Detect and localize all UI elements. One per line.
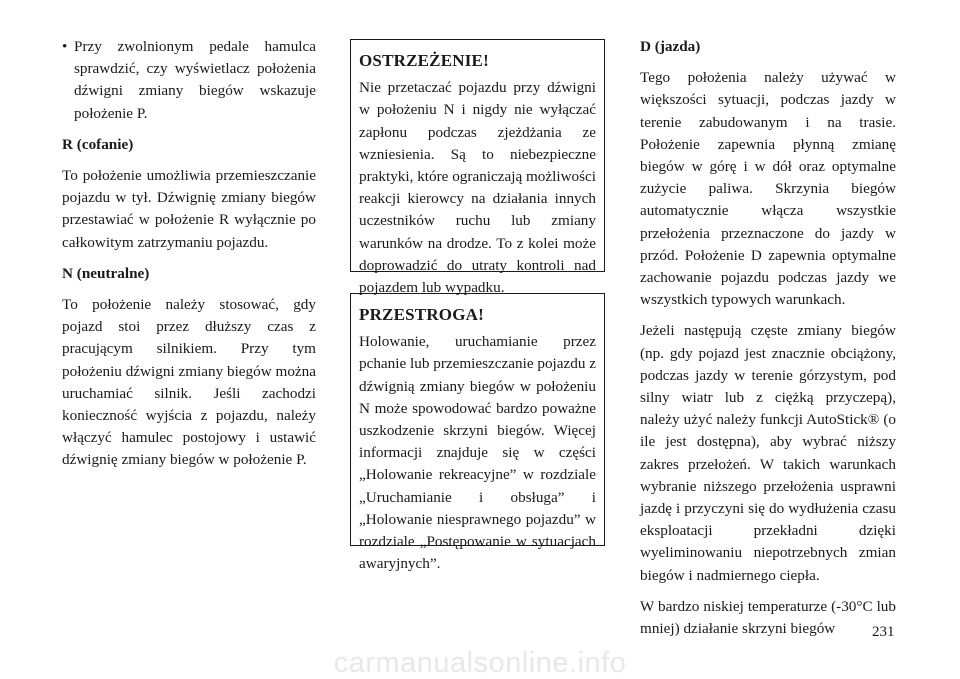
- caution-title: PRZESTROGA!: [359, 305, 484, 324]
- d-paragraph: Tego położenia należy używać w większości sytuacji, podczas jazdy w terenie zabudowanym i na trasie. Położenie zapewnia płynną zmianę biegów w górę i w dół oraz optymalne zużycie paliwa. Skrzynia biegów automatycznie włącza wszystkie przełożenia przeznaczone do jazdy w przód. Położenie D zapewnia optymalne zachowanie pojazdu podczas jazdy we wszystkich typowych warunkach.: [640, 69, 896, 309]
- left-column: [62, 36, 316, 481]
- right-column: [640, 36, 896, 649]
- caution-box: [350, 293, 605, 573]
- watermark: carmanualsonline.info: [333, 647, 627, 679]
- caution-text: Holowanie, uruchamianie przez pchanie lub przemieszczanie pojazdu z dźwignią zmiany biegów w położeniu N może spowodować bardzo poważne uszkodzenie skrzyni biegów. Więcej informacji znajduje się w części „Holowanie rekreacyjne” w rozdziale „Uruchamianie i obsługa” i „Holowanie niesprawnego pojazdu” w rozdziale „Postępowanie w sytuacjach awaryjnych”.: [359, 333, 596, 573]
- n-paragraph: To położenie należy stosować, gdy pojazd stoi przez dłuższy czas z pracującym silnikiem. Przy tym położeniu dźwigni zmiany biegów można uruchamiać silnik. Jeśli zachodzi konieczność wyjścia z pojazdu, należy włączyć hamulec postojowy i ustawić dźwignię zmiany biegów w położenie P.: [62, 296, 316, 469]
- autostick-paragraph: Jeżeli następują częste zmiany biegów (np. gdy pojazd jest znacznie obciążony, podczas jazdy w terenie górzystym, pod silny wiatr lub z ciężką przyczepą), należy użyć należy funkcji AutoStick® (o ile jest dostępna), aby wybrać niższy zakres przełożeń. W takich warunkach wybranie niższego przełożenia usprawni jazdę i przyczyni się do wydłużenia czasu eksploatacji przekładni dzięki wyeliminowaniu niepotrzebnych zmian biegów i nadmiernego ciepła.: [640, 322, 896, 584]
- temperature-paragraph: W bardzo niskiej temperaturze (-30°C lub mniej) działanie skrzyni biegów: [640, 597, 896, 638]
- warning-box: [350, 39, 605, 297]
- r-paragraph: To położenie umożliwia przemieszczanie pojazdu w tył. Dźwignię zmiany biegów przestawiać w położenie R wyłącznie po całkowitym zatrzymaniu pojazdu.: [62, 167, 316, 251]
- page-number: 231: [872, 624, 895, 640]
- n-heading: N (neutralne): [62, 264, 150, 282]
- d-heading: D (jazda): [640, 38, 701, 55]
- warning-title: OSTRZEŻENIE!: [359, 51, 489, 70]
- bullet-text: Przy zwolnionym pedale hamulca sprawdzić, czy wyświetlacz położenia dźwigni zmiany biegów wskazuje położenie P.: [74, 38, 316, 122]
- warning-text: Nie przetaczać pojazdu przy dźwigni w położeniu N i nigdy nie wyłączać zapłonu podczas zjeżdżania ze wzniesienia. Są to niebezpieczne praktyki, które ograniczają możliwości reakcji kierowcy na działania innych uczestników ruchu lub zmiany warunków na drodze. To z kolei może doprowadzić do utraty kontroli nad pojazdem lub wypadku.: [359, 79, 597, 297]
- bullet-item: [62, 36, 316, 125]
- r-heading: R (cofanie): [62, 135, 134, 153]
- bullet-dot-icon: •: [62, 38, 68, 55]
